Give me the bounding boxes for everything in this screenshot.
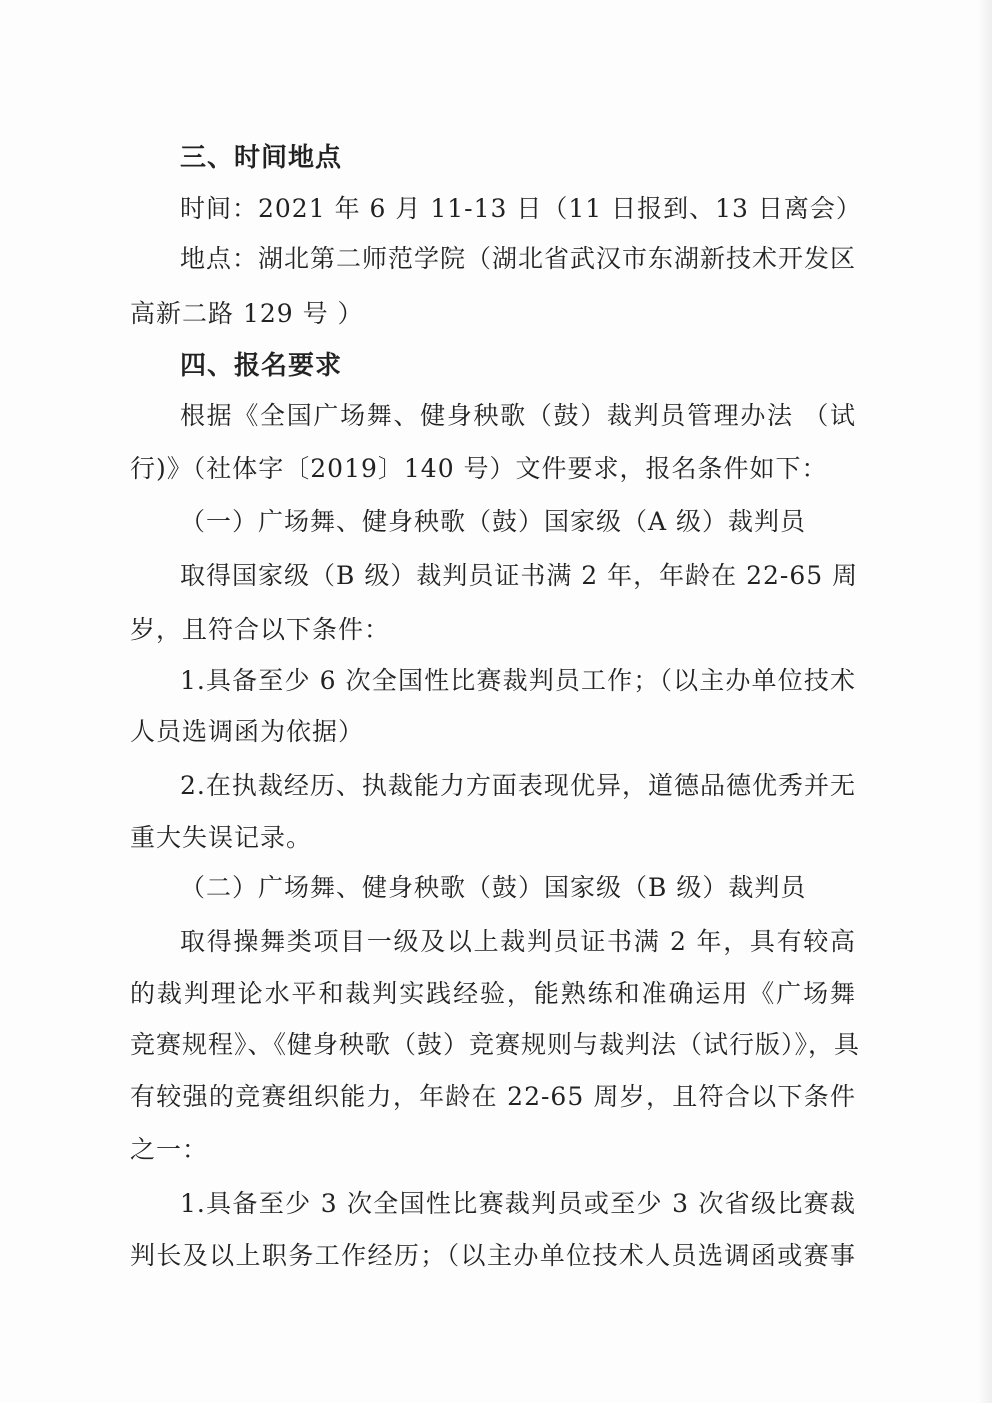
subsection-heading-a: （一）广场舞、健身秧歌（鼓）国家级（A 级）裁判员 bbox=[180, 507, 807, 536]
paragraph-line: 之一： bbox=[130, 1135, 209, 1164]
paragraph-line: 根据《全国广场舞、健身秧歌（鼓）裁判员管理办法 （试 bbox=[180, 401, 856, 430]
list-item-line: 1.具备至少 6 次全国性比赛裁判员工作；（以主办单位技术 bbox=[180, 666, 856, 695]
place-line-cont: 高新二路 129 号 ） bbox=[130, 299, 364, 328]
scan-edge-shadow bbox=[978, 0, 992, 1403]
subsection-heading-b: （二）广场舞、健身秧歌（鼓）国家级（B 级）裁判员 bbox=[180, 873, 807, 902]
time-line: 时间：2021 年 6 月 11-13 日（11 日报到、13 日离会） bbox=[180, 194, 862, 223]
list-item-line: 人员选调函为依据） bbox=[130, 717, 365, 746]
paragraph-line: 竞赛规程》、《健身秧歌（鼓）竞赛规则与裁判法（试行版）》，具 bbox=[130, 1030, 861, 1059]
paragraph-line: 岁，且符合以下条件： bbox=[130, 615, 391, 644]
paragraph-line: 的裁判理论水平和裁判实践经验，能熟练和准确运用《广场舞 bbox=[130, 979, 856, 1008]
list-item-line: 2.在执裁经历、执裁能力方面表现优异，道德品德优秀并无 bbox=[180, 771, 856, 800]
paragraph-line: 取得操舞类项目一级及以上裁判员证书满 2 年，具有较高 bbox=[180, 927, 856, 956]
list-item-line: 判长及以上职务工作经历；（以主办单位技术人员选调函或赛事 bbox=[130, 1241, 856, 1270]
paragraph-line: 有较强的竞赛组织能力，年龄在 22-65 周岁，且符合以下条件 bbox=[130, 1082, 856, 1111]
section-heading-time-place: 三、时间地点 bbox=[180, 143, 343, 173]
paragraph-line: 取得国家级（B 级）裁判员证书满 2 年，年龄在 22-65 周 bbox=[180, 561, 859, 590]
list-item-line: 重大失误记录。 bbox=[130, 823, 313, 852]
list-item-line: 1.具备至少 3 次全国性比赛裁判员或至少 3 次省级比赛裁 bbox=[180, 1189, 856, 1218]
paragraph-line: 行)》（社体字〔2019〕140 号）文件要求，报名条件如下： bbox=[130, 454, 828, 483]
section-heading-registration: 四、报名要求 bbox=[180, 351, 343, 381]
place-line: 地点：湖北第二师范学院（湖北省武汉市东湖新技术开发区 bbox=[180, 244, 857, 273]
